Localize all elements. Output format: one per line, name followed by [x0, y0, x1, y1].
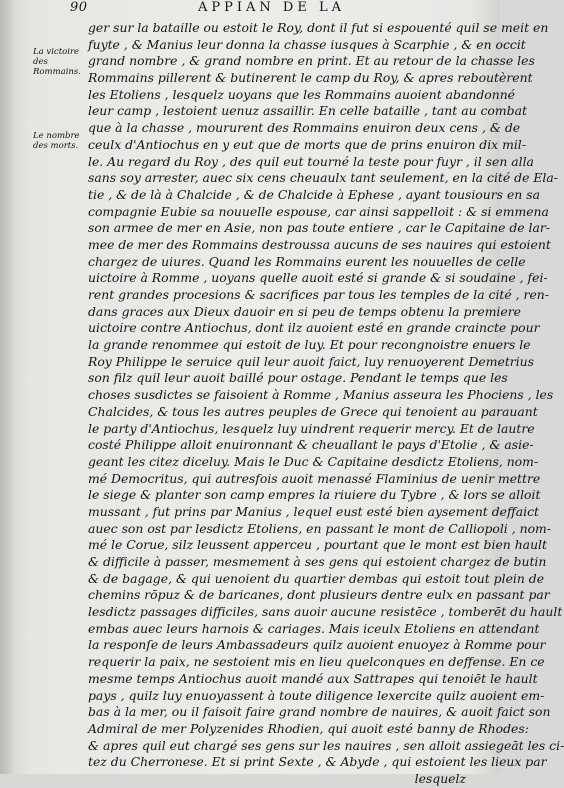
- text-line: mesme temps Antiochus auoit mandé aux Sattrapes qui tenoiēt le hault: [88, 670, 538, 686]
- running-head: APPIAN DE LA: [198, 0, 345, 15]
- body-text: [88, 20, 564, 788]
- text-line: grand nombre , & grand nombre en print. Et au retour de la chasse les: [88, 53, 535, 69]
- text-line: & de bagage, & qui uenoient du quartier dembas qui estoit tout plein de: [88, 570, 545, 586]
- text-line: pays , quilz luy enuoyassent à toute diligence lexercite quilz auoient em-: [88, 687, 545, 703]
- catchword: lesquelz: [414, 770, 466, 786]
- text-line: dans graces aux Dieux dauoir en si peu de temps obtenu la premiere: [88, 303, 521, 319]
- text-line: requerir la paix, ne sestoient mis en lieu quelconques en deffense. En ce: [88, 654, 545, 670]
- text-line: son armee de mer en Asie, non pas toute entiere , car le Capitaine de lar-: [88, 220, 551, 236]
- margin-note-dead-count: Le nombre des morts.: [33, 131, 80, 151]
- text-line: le. Au regard du Roy , des quil eut tourné la teste pour fuyr , il sen alla: [88, 153, 534, 169]
- margin-note-victory: La victoire des Rommains.: [33, 47, 81, 77]
- text-line: que à la chasse , moururent des Rommains enuiron deux cens , & de: [88, 120, 521, 136]
- text-line: geant les citez diceluy. Mais le Duc & Capitaine desdictz Etoliens, nom-: [88, 453, 539, 469]
- text-line: Roy Philippe le seruice quil leur auoit faict, luy renuoyerent Demetrius: [88, 353, 535, 369]
- text-line: mee de mer des Rommains destroussa aucuns de ses nauires qui estoient: [88, 236, 551, 252]
- text-line: & difficile à passer, mesmement à ses gens qui estoient chargez de butin: [88, 554, 547, 569]
- text-line: rent grandes procesions & sacrifices par tous les temples de la cité , ren-: [88, 287, 549, 302]
- text-line: mussant , fut prins par Manius , lequel eust esté bien aysement deffaict: [88, 503, 540, 519]
- text-line: chargez de uiures. Quand les Rommains eurent les nouuelles de celle: [88, 253, 526, 269]
- text-line: lesdictz passages difficiles, sans auoir aucune resistēce , tomberēt du hault: [88, 604, 563, 620]
- text-line: Rommains pillerent & butinerent le camp du Roy, & apres reboutèrent: [88, 70, 533, 86]
- text-line: bas à la mer, ou il faisoit faire grand nombre de nauires, & auoit faict son: [88, 704, 551, 720]
- text-line: la responſe de leurs Ambassadeurs quilz auoient enuoyez à Romme pour: [88, 637, 546, 653]
- text-line: uictoire contre Antiochus, dont ilz auoient esté en grande craincte pour: [88, 320, 540, 336]
- text-line: & apres quil eut chargé ses gens sur les nauires , sen alloit assiegeāt les ci-: [88, 737, 564, 753]
- text-line: auec son ost par lesdictz Etoliens, en passant le mont de Calliopoli , nom-: [88, 520, 551, 536]
- text-line: choses susdictes se faisoient à Romme , Manius asseura les Phociens , les: [88, 387, 554, 403]
- text-line: son filz quil leur auoit baillé pour ostage. Pendant le temps que les: [88, 370, 508, 386]
- text-line: mé Democritus, qui autresfois auoit menassé Flaminius de uenir mettre: [88, 470, 541, 486]
- text-line: ceulx d'Antiochus en y eut que de morts que de prins enuiron dix mil-: [88, 136, 526, 152]
- page-number: 90: [70, 0, 88, 15]
- text-line: chemins rōpuz & de baricanes, dont plusieurs dentre eulx en passant par: [88, 587, 550, 603]
- text-line: costé Philippe alloit enuironnant & cheuallant le pays d'Etolie , & asie-: [88, 437, 534, 453]
- text-line: uictoire à Romme , uoyans quelle auoit esté si grande & si soudaine , fei-: [88, 270, 548, 286]
- text-line: tez du Cherronese. Et si print Sexte , & Abyde , qui estoient les lieux par: [88, 754, 547, 770]
- text-line: fuyte , & Manius leur donna la chasse iusques à Scarphie , & en occit: [88, 36, 526, 52]
- text-line: compagnie Eubie sa nouuelle espouse, car ainsi sappelloit : & si emmena: [88, 203, 549, 219]
- text-line: la grande renommee qui estoit de luy. Et pour recongnoistre enuers le: [88, 337, 531, 353]
- gutter-shadow: [0, 0, 14, 774]
- text-line: Admiral de mer Polyzenides Rhodien, qui auoit esté banny de Rhodes:: [88, 720, 529, 736]
- text-line: les Etoliens , lesquelz uoyans que les Rommains auoient abandonné: [88, 86, 516, 102]
- text-line: ger sur la bataille ou estoit le Roy, dont il fut si espouenté quil se meit en: [88, 20, 549, 35]
- text-line: embas auec leurs harnois & cariages. Mais iceulx Etoliens en attendant: [88, 620, 540, 636]
- text-line: le siege & planter son camp empres la riuiere du Tybre , & lors se alloit: [88, 487, 541, 503]
- text-line: le party d'Antiochus, lesquelz luy uindrent requerir mercy. Et de lautre: [88, 420, 535, 436]
- text-line: tie , & de là à Chalcide , & de Chalcide à Ephese , ayant tousiours en sa: [88, 186, 540, 202]
- text-line: mé le Corue, silz leussent apperceu , pourtant que le mont est bien hault: [88, 537, 547, 553]
- text-line: leur camp , lestoient uenuz assaillir. En celle bataille , tant au combat: [88, 103, 527, 119]
- text-line: sans soy arrester, auec six cens cheuaulx tant seulement, en la cité de Ela-: [88, 170, 558, 186]
- text-line: Chalcides, & tous les autres peuples de Grece qui tenoient au parauant: [88, 403, 538, 419]
